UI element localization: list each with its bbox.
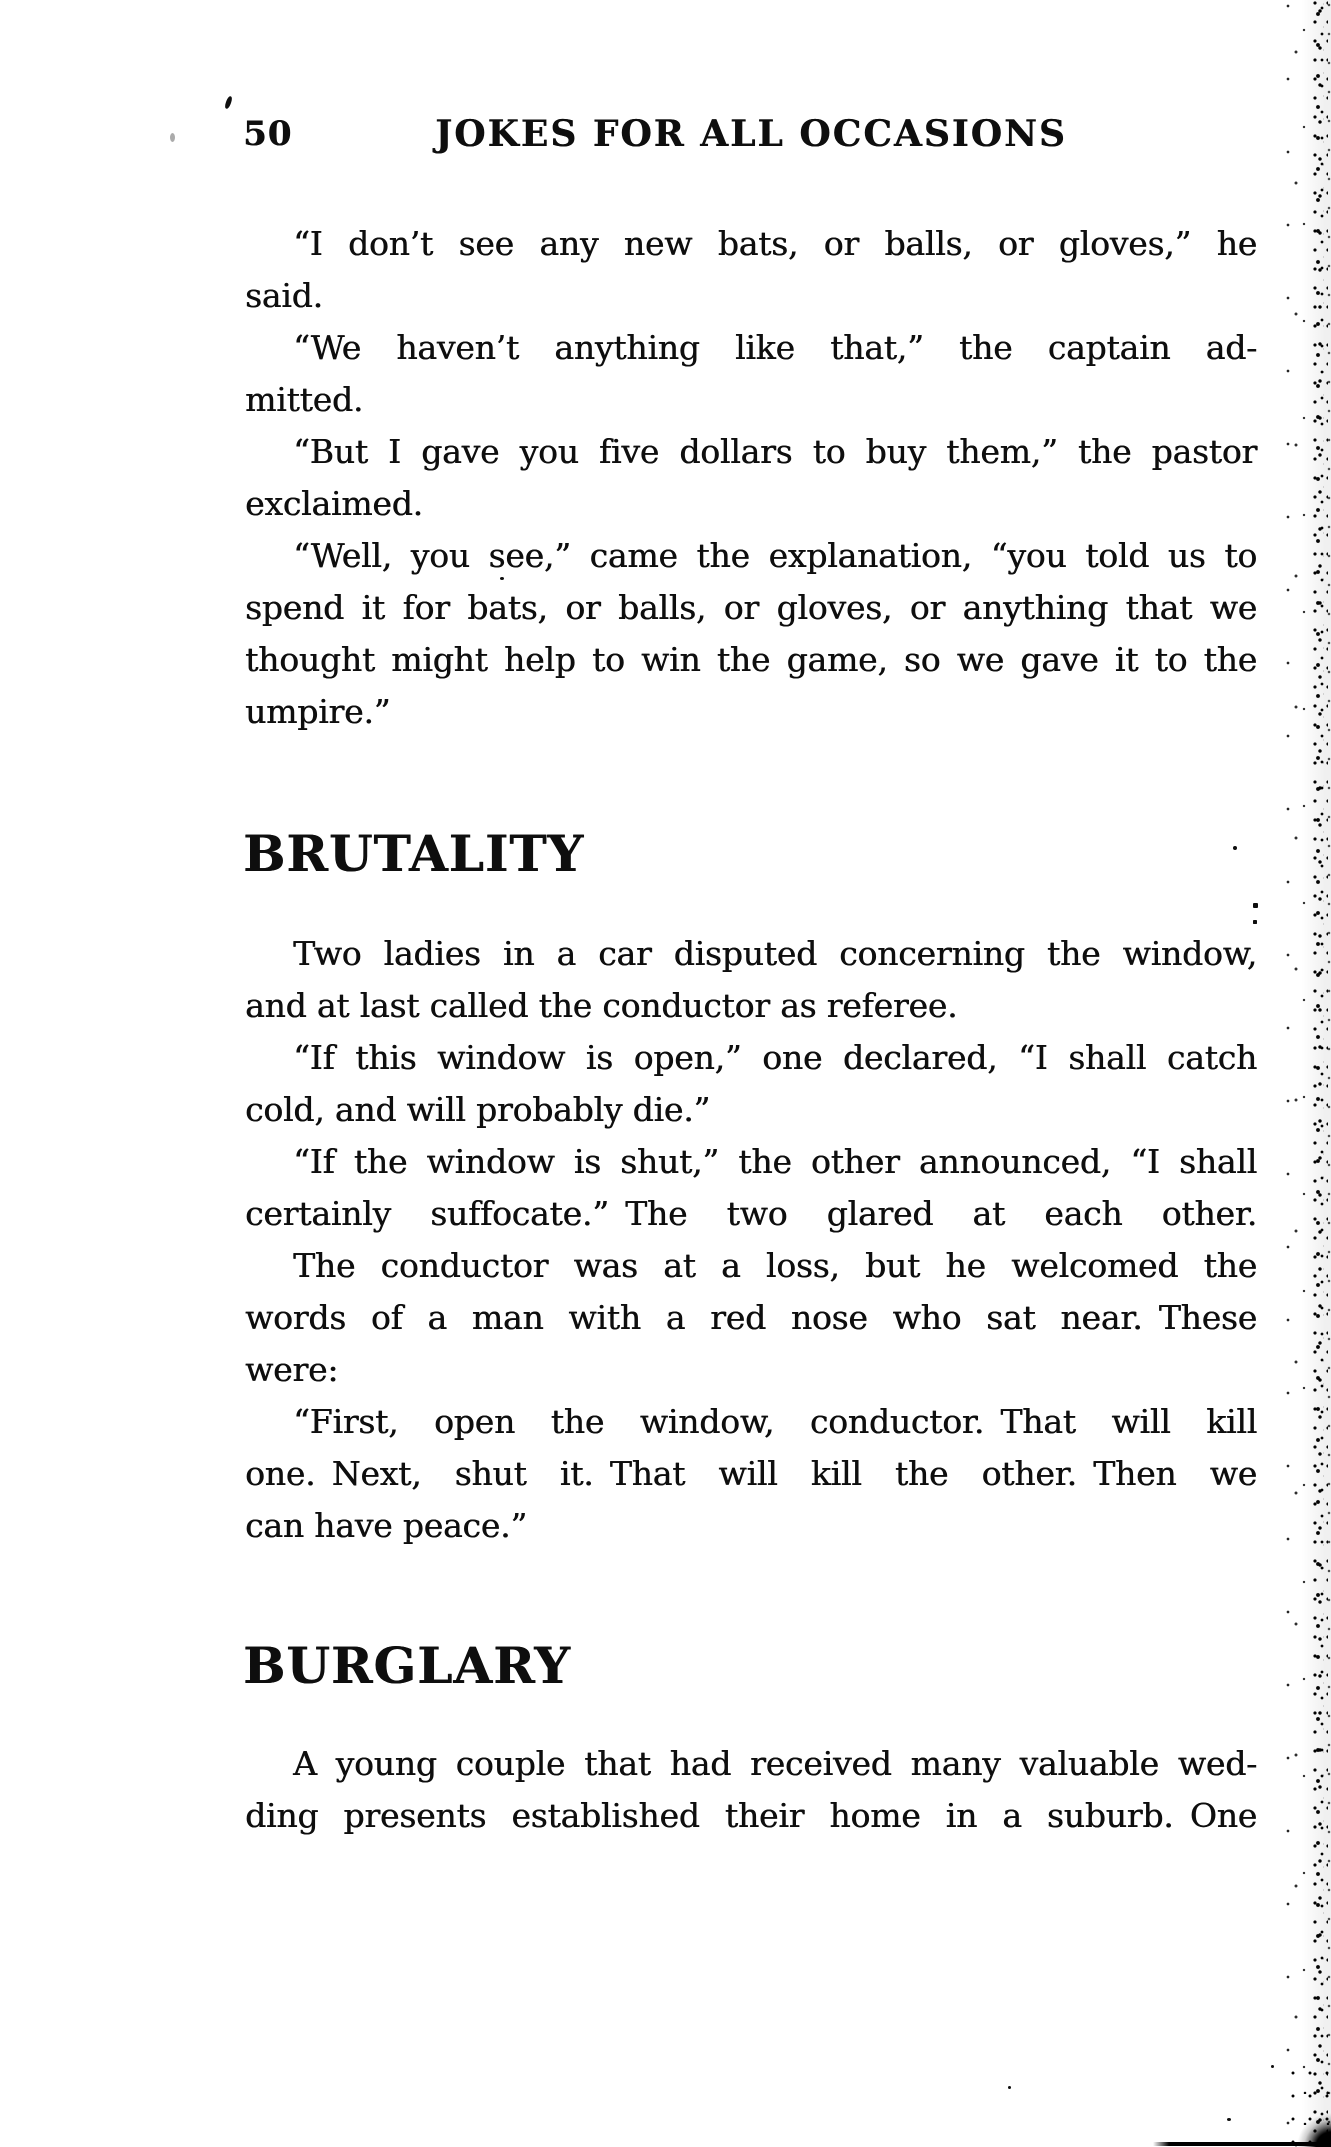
ink-speck (1253, 920, 1257, 924)
paragraph (245, 426, 1257, 530)
ink-speck (1253, 903, 1258, 908)
text-line: thought might help to win the game, so we gave it to the (245, 640, 1257, 679)
ink-speck (500, 577, 504, 580)
text-line: were: (245, 1350, 339, 1389)
text-line: said. (245, 276, 323, 315)
section-brutality (245, 928, 1257, 1552)
text-line: “First, open the window, conductor. That will kill (293, 1402, 1257, 1441)
ink-speck (170, 133, 175, 142)
page-content (245, 0, 1257, 1842)
text-line: can have peace.” (245, 1506, 527, 1545)
ink-speck (1008, 2086, 1011, 2089)
running-title: JOKES FOR ALL OCCASIONS (435, 113, 1067, 155)
ink-speck (224, 96, 233, 110)
text-line: spend it for bats, or balls, or gloves, or anything that we (245, 588, 1257, 627)
text-line: “If this window is open,” one declared, “I shall catch (293, 1038, 1257, 1077)
paragraph (245, 1396, 1257, 1552)
corner-noise (1287, 2063, 1331, 2147)
paragraph (245, 928, 1257, 1032)
text-line: and at last called the conductor as referee. (245, 986, 958, 1025)
text-line: ding presents established their home in a suburb. One (245, 1796, 1257, 1835)
text-line: “But I gave you five dollars to buy them,” the pastor (293, 432, 1257, 471)
paragraph (245, 1032, 1257, 1136)
section-heading-brutality: BRUTALITY (243, 824, 585, 883)
text-line: one. Next, shut it. That will kill the other. Then we (245, 1454, 1257, 1493)
section-burglary (245, 1738, 1257, 1842)
page-edge-noise-outer (1327, 0, 1331, 2147)
paragraph (245, 322, 1257, 426)
text-line: exclaimed. (245, 484, 423, 523)
text-line: A young couple that had received many valuable wed- (293, 1744, 1257, 1783)
page-number: 50 (243, 114, 293, 154)
text-line: certainly suffocate.” The two glared at each other. (245, 1194, 1257, 1233)
text-line: Two ladies in a car disputed concerning the window, (293, 934, 1257, 973)
paragraph (245, 1136, 1257, 1240)
paragraph (245, 1738, 1257, 1842)
text-line: “If the window is shut,” the other announced, “I shall (293, 1142, 1257, 1181)
section-heading-burglary: BURGLARY (243, 1636, 571, 1695)
ink-speck (1271, 2065, 1274, 2068)
page-edge-noise-dense (1313, 0, 1328, 2147)
ink-speck (1227, 2118, 1231, 2121)
text-line: mitted. (245, 380, 364, 419)
section-intro-continuation (245, 218, 1257, 738)
text-line: “Well, you see,” came the explanation, “you told us to (293, 536, 1257, 575)
ink-speck (1233, 846, 1237, 850)
text-line: umpire.” (245, 692, 391, 731)
text-line: words of a man with a red nose who sat near. These (245, 1298, 1257, 1337)
page-edge-noise-sparse (1284, 0, 1314, 2147)
paragraph (245, 530, 1257, 738)
page-header (245, 112, 1257, 156)
text-line: “We haven’t anything like that,” the captain ad- (293, 328, 1257, 367)
text-line: cold, and will probably die.” (245, 1090, 711, 1129)
paragraph (245, 218, 1257, 322)
paragraph (245, 1240, 1257, 1396)
text-line: The conductor was at a loss, but he welcomed the (293, 1246, 1257, 1285)
text-line: “I don’t see any new bats, or balls, or gloves,” he (293, 224, 1257, 263)
